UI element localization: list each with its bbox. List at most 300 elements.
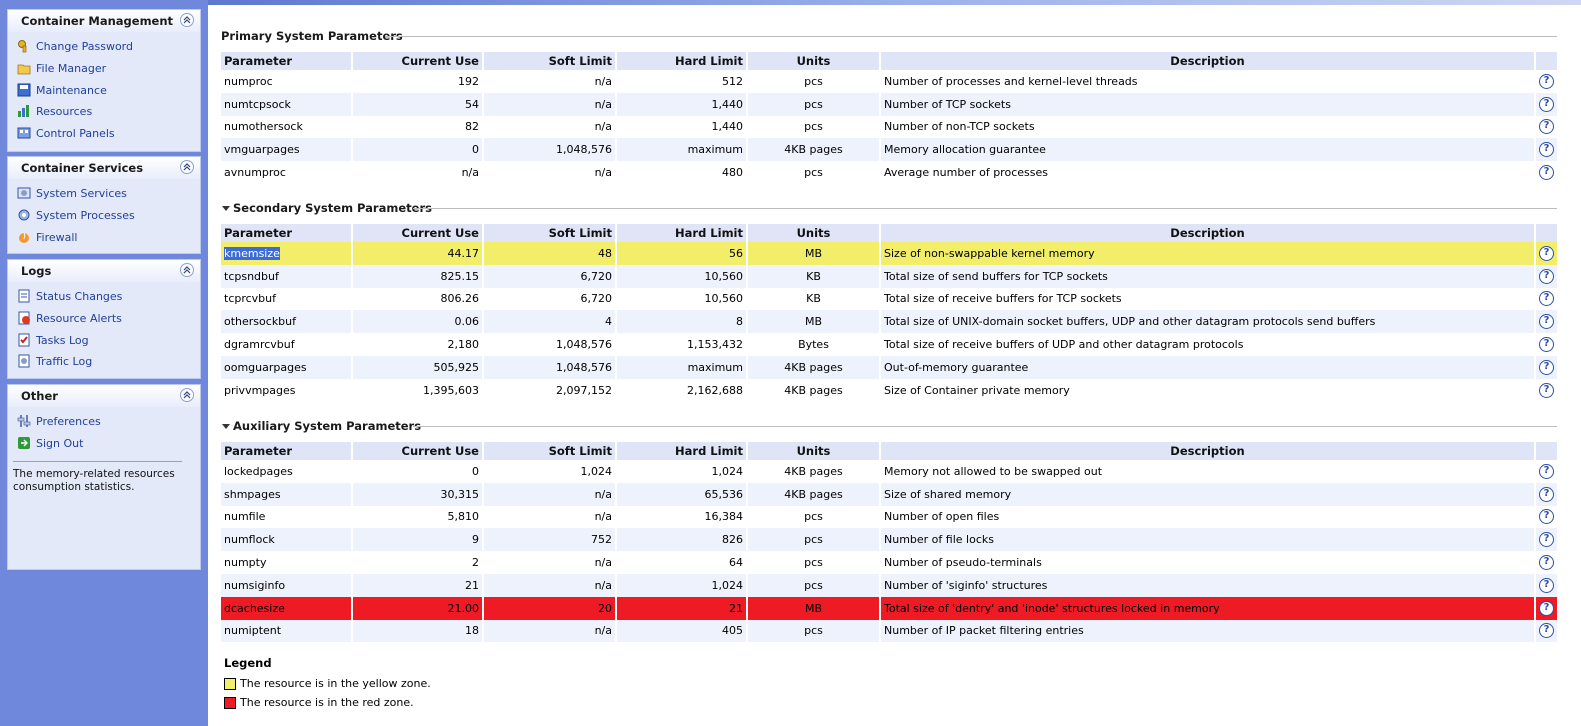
- column-header: Units: [747, 442, 880, 460]
- cell-value: 0: [472, 143, 479, 157]
- legend-item: [224, 695, 414, 714]
- parameter-name: dcachesize: [224, 601, 285, 615]
- divider: [13, 461, 182, 462]
- help-icon[interactable]: ?: [1539, 291, 1554, 306]
- help-icon[interactable]: ?: [1539, 509, 1554, 524]
- section-header: [221, 201, 1557, 217]
- cell-current: [352, 288, 483, 311]
- cell-value: 16,384: [704, 510, 743, 524]
- cell-value: 4KB pages: [784, 143, 843, 157]
- section-divider: [413, 426, 1557, 427]
- sidebar-item-resource-alerts[interactable]: [8, 308, 200, 330]
- cell-current: [352, 620, 483, 643]
- cell-current: [352, 138, 483, 161]
- column-header: Parameter: [221, 52, 352, 70]
- panel-note: The memory-related resources consumption statistics.: [13, 467, 175, 493]
- cell-value: 21: [729, 601, 743, 615]
- cell-hard: [616, 242, 747, 265]
- cell-value: 10,560: [704, 292, 743, 306]
- help-icon[interactable]: ?: [1539, 97, 1554, 112]
- parameter-name: kmemsize: [224, 246, 280, 260]
- collapse-icon[interactable]: [180, 13, 194, 27]
- help-cell: [1535, 597, 1557, 620]
- sidebar-item-resources[interactable]: [8, 101, 200, 123]
- parameter-name: numothersock: [224, 120, 303, 134]
- cell-hard: [616, 574, 747, 597]
- help-cell: [1535, 333, 1557, 356]
- help-cell: [1535, 620, 1557, 643]
- sidebar-item-change-password[interactable]: [8, 36, 200, 58]
- cell-desc: [880, 310, 1535, 333]
- cell-value: 30,315: [440, 487, 479, 501]
- cell-hard: [616, 265, 747, 288]
- sidebar-item-label[interactable]: Preferences: [36, 415, 101, 428]
- cell-value: Number of non-TCP sockets: [884, 120, 1035, 134]
- parameter-name: shmpages: [224, 487, 281, 501]
- cell-value: 56: [729, 246, 743, 260]
- help-cell: [1535, 574, 1557, 597]
- help-icon[interactable]: ?: [1539, 464, 1554, 479]
- cell-value: pcs: [804, 166, 823, 180]
- cell-desc: [880, 551, 1535, 574]
- cell-hard: [616, 116, 747, 139]
- help-cell: [1535, 93, 1557, 116]
- sidebar-panel: [7, 384, 201, 570]
- control-panel-icon: [17, 126, 31, 140]
- help-icon[interactable]: ?: [1539, 601, 1554, 616]
- table-row: [221, 161, 1557, 184]
- table-row: [221, 574, 1557, 597]
- cell-current: [352, 574, 483, 597]
- table-row: [221, 620, 1557, 643]
- cell-hard: [616, 93, 747, 116]
- cell-units: [747, 116, 880, 139]
- cell-units: [747, 597, 880, 620]
- cell-units: [747, 93, 880, 116]
- cell-units: [747, 138, 880, 161]
- cell-current: [352, 483, 483, 506]
- parameter-name: avnumproc: [224, 166, 286, 180]
- panel-item-list: [8, 282, 200, 373]
- table-row: [221, 551, 1557, 574]
- sign-out-icon: [17, 436, 31, 450]
- cell-units: [747, 242, 880, 265]
- help-cell: [1535, 116, 1557, 139]
- help-cell: [1535, 288, 1557, 311]
- cell-param: [221, 460, 352, 483]
- sidebar-item-label[interactable]: System Processes: [36, 208, 135, 222]
- cell-current: [352, 460, 483, 483]
- table-row: [221, 288, 1557, 311]
- help-icon[interactable]: ?: [1539, 623, 1554, 638]
- cell-value: Number of open files: [884, 510, 1000, 524]
- cell-param: [221, 356, 352, 379]
- cell-value: MB: [804, 315, 823, 329]
- sidebar-item-control-panels[interactable]: [8, 123, 200, 145]
- cell-value: Number of IP packet filtering entries: [884, 624, 1084, 638]
- parameters-table: [221, 442, 1557, 642]
- help-icon[interactable]: ?: [1539, 314, 1554, 329]
- cell-current: [352, 265, 483, 288]
- cell-value: Memory allocation guarantee: [884, 143, 1046, 157]
- cell-param: [221, 551, 352, 574]
- cell-param: [221, 116, 352, 139]
- help-cell: [1535, 242, 1557, 265]
- cell-value: pcs: [804, 578, 823, 592]
- table-row: [221, 528, 1557, 551]
- cell-soft: [483, 460, 616, 483]
- sidebar-item-label[interactable]: Control Panels: [36, 127, 115, 141]
- cell-value: 4KB pages: [784, 487, 843, 501]
- cell-units: [747, 379, 880, 402]
- cell-desc: [880, 333, 1535, 356]
- cell-value: 1,440: [711, 120, 743, 134]
- cell-hard: [616, 620, 747, 643]
- cell-hard: [616, 356, 747, 379]
- cell-value: 2: [472, 556, 479, 570]
- panel-title: Container Services: [21, 161, 144, 175]
- sidebar-item-label[interactable]: Change Password: [36, 40, 133, 53]
- cell-units: [747, 506, 880, 529]
- legend-label: The resource is in the yellow zone.: [240, 677, 431, 690]
- cell-hard: [616, 528, 747, 551]
- help-icon[interactable]: ?: [1539, 165, 1554, 180]
- table-row: [221, 70, 1557, 93]
- cell-value: maximum: [687, 143, 743, 157]
- cell-desc: [880, 70, 1535, 93]
- cell-soft: [483, 551, 616, 574]
- help-icon[interactable]: ?: [1539, 360, 1554, 375]
- sidebar-panel: [7, 259, 201, 379]
- cell-current: [352, 379, 483, 402]
- cell-value: 806.26: [440, 292, 479, 306]
- cell-value: Size of Container private memory: [884, 383, 1070, 397]
- cell-param: [221, 265, 352, 288]
- cell-param: [221, 333, 352, 356]
- cell-value: 1,395,603: [423, 383, 479, 397]
- panel-header: [8, 385, 200, 407]
- table-row: [221, 460, 1557, 483]
- cell-value: 21.00: [447, 601, 479, 615]
- help-icon[interactable]: ?: [1539, 337, 1554, 352]
- sidebar-item-label[interactable]: Traffic Log: [36, 355, 93, 369]
- help-icon[interactable]: ?: [1539, 74, 1554, 89]
- parameter-name: numflock: [224, 533, 275, 547]
- cell-value: Out-of-memory guarantee: [884, 360, 1029, 374]
- cell-value: Number of 'siginfo' structures: [884, 578, 1048, 592]
- sidebar-item-firewall[interactable]: [8, 227, 200, 249]
- cell-hard: [616, 379, 747, 402]
- help-cell: [1535, 506, 1557, 529]
- cell-value: pcs: [804, 624, 823, 638]
- cell-value: 825.15: [440, 269, 479, 283]
- cell-units: [747, 620, 880, 643]
- column-header: Soft Limit: [483, 52, 616, 70]
- cell-value: 6,720: [580, 269, 612, 283]
- column-header: Units: [747, 224, 880, 242]
- cell-value: 0: [472, 464, 479, 478]
- column-header: Parameter: [221, 442, 352, 460]
- table-row: [221, 116, 1557, 139]
- column-header: Description: [880, 442, 1535, 460]
- cell-value: 1,024: [711, 464, 743, 478]
- cell-value: Number of processes and kernel-level threads: [884, 74, 1138, 88]
- sidebar-item-label[interactable]: File Manager: [36, 61, 107, 75]
- panel-header: [8, 10, 200, 32]
- firewall-icon: [17, 230, 31, 244]
- help-cell: [1535, 161, 1557, 184]
- parameter-name: numtcpsock: [224, 97, 291, 111]
- help-column-header: [1535, 224, 1557, 242]
- sidebar-item-traffic-log[interactable]: [8, 351, 200, 373]
- top-border: [208, 0, 1581, 5]
- cell-value: 4KB pages: [784, 360, 843, 374]
- collapse-icon[interactable]: [180, 160, 194, 174]
- cell-value: MB: [804, 246, 823, 260]
- cell-soft: [483, 620, 616, 643]
- column-header: Soft Limit: [483, 442, 616, 460]
- parameter-name: dgramrcvbuf: [224, 338, 295, 352]
- cell-hard: [616, 310, 747, 333]
- cell-units: [747, 528, 880, 551]
- cell-hard: [616, 597, 747, 620]
- cell-units: [747, 70, 880, 93]
- cell-value: 505,925: [433, 360, 479, 374]
- red-zone-swatch: [224, 697, 236, 709]
- cell-value: Size of shared memory: [884, 487, 1012, 501]
- alert-icon: [17, 311, 31, 325]
- sidebar-item-maintenance[interactable]: [8, 80, 200, 102]
- processes-icon: [17, 208, 31, 222]
- cell-soft: [483, 265, 616, 288]
- panel-header: [8, 260, 200, 282]
- collapse-arrow-icon[interactable]: [222, 206, 230, 211]
- cell-value: Total size of UNIX-domain socket buffers, UDP and other datagram protocols send buffers: [884, 315, 1376, 329]
- sidebar-item-system-processes[interactable]: [8, 205, 200, 227]
- cell-desc: [880, 506, 1535, 529]
- cell-param: [221, 506, 352, 529]
- help-cell: [1535, 483, 1557, 506]
- cell-value: Memory not allowed to be swapped out: [884, 464, 1103, 478]
- cell-value: n/a: [594, 578, 612, 592]
- cell-param: [221, 288, 352, 311]
- bar-chart-icon: [17, 104, 31, 118]
- cell-current: [352, 161, 483, 184]
- cell-value: 64: [729, 556, 743, 570]
- cell-param: [221, 379, 352, 402]
- cell-value: 65,536: [704, 487, 743, 501]
- cell-desc: [880, 138, 1535, 161]
- help-icon[interactable]: ?: [1539, 142, 1554, 157]
- section-header: [221, 419, 1557, 435]
- column-header: Parameter: [221, 224, 352, 242]
- section-divider: [385, 36, 1557, 37]
- parameter-name: tcprcvbuf: [224, 292, 277, 306]
- sidebar-item-label[interactable]: Tasks Log: [36, 333, 89, 347]
- help-icon[interactable]: ?: [1539, 555, 1554, 570]
- sidebar-panel: [7, 9, 201, 152]
- cell-value: 82: [465, 120, 479, 134]
- services-icon: [17, 186, 31, 200]
- sidebar-item-label[interactable]: Resources: [36, 105, 93, 119]
- cell-value: KB: [806, 292, 821, 306]
- cell-value: 2,097,152: [556, 383, 612, 397]
- cell-value: 54: [465, 97, 479, 111]
- cell-value: pcs: [804, 533, 823, 547]
- cell-value: 44.17: [447, 246, 479, 260]
- cell-value: n/a: [594, 166, 612, 180]
- parameters-table: [221, 224, 1557, 402]
- help-icon[interactable]: ?: [1539, 487, 1554, 502]
- cell-value: maximum: [687, 360, 743, 374]
- cell-value: 4KB pages: [784, 383, 843, 397]
- cell-value: 21: [465, 578, 479, 592]
- cell-hard: [616, 333, 747, 356]
- sidebar-item-label[interactable]: Resource Alerts: [36, 311, 122, 325]
- cell-value: 480: [722, 166, 743, 180]
- cell-param: [221, 620, 352, 643]
- cell-soft: [483, 528, 616, 551]
- cell-value: Number of pseudo-terminals: [884, 556, 1042, 570]
- parameter-name: lockedpages: [224, 464, 293, 478]
- help-icon[interactable]: ?: [1539, 383, 1554, 398]
- table-row: [221, 356, 1557, 379]
- cell-value: Number of file locks: [884, 533, 994, 547]
- cell-units: [747, 483, 880, 506]
- cell-value: Average number of processes: [884, 166, 1048, 180]
- help-icon[interactable]: ?: [1539, 269, 1554, 284]
- cell-units: [747, 460, 880, 483]
- sidebar-item-status-changes[interactable]: [8, 286, 200, 308]
- cell-desc: [880, 460, 1535, 483]
- table-row: [221, 138, 1557, 161]
- status-log-icon: [17, 289, 31, 303]
- cell-value: 6,720: [580, 292, 612, 306]
- cell-current: [352, 506, 483, 529]
- sidebar-item-preferences[interactable]: [8, 411, 200, 433]
- cell-value: 1,048,576: [556, 143, 612, 157]
- tasks-icon: [17, 333, 31, 347]
- cell-desc: [880, 597, 1535, 620]
- cell-current: [352, 116, 483, 139]
- sidebar-item-file-manager[interactable]: [8, 58, 200, 80]
- cell-desc: [880, 93, 1535, 116]
- cell-value: Total size of 'dentry' and 'inode' structures locked in memory: [884, 601, 1220, 615]
- key-icon: [17, 39, 31, 53]
- column-header: Units: [747, 52, 880, 70]
- cell-value: Total size of receive buffers for TCP sockets: [884, 292, 1122, 306]
- cell-value: MB: [804, 601, 823, 615]
- parameter-name: numfile: [224, 510, 266, 524]
- cell-soft: [483, 483, 616, 506]
- cell-soft: [483, 574, 616, 597]
- table-row: [221, 242, 1557, 265]
- cell-current: [352, 93, 483, 116]
- sidebar-item-label[interactable]: System Services: [36, 187, 127, 200]
- parameter-name: tcpsndbuf: [224, 269, 279, 283]
- column-header: Description: [880, 52, 1535, 70]
- cell-desc: [880, 379, 1535, 402]
- table-row: [221, 506, 1557, 529]
- sidebar-item-label[interactable]: Firewall: [36, 230, 78, 244]
- cell-value: n/a: [594, 74, 612, 88]
- traffic-icon: [17, 354, 31, 368]
- cell-hard: [616, 288, 747, 311]
- collapse-arrow-icon[interactable]: [222, 424, 230, 429]
- cell-soft: [483, 70, 616, 93]
- cell-value: 192: [458, 74, 479, 88]
- cell-value: 2,162,688: [687, 383, 743, 397]
- sidebar-item-label[interactable]: Status Changes: [36, 290, 123, 303]
- cell-value: 20: [598, 601, 612, 615]
- cell-current: [352, 242, 483, 265]
- cell-soft: [483, 379, 616, 402]
- parameter-name: numiptent: [224, 624, 282, 638]
- table-row: [221, 379, 1557, 402]
- help-icon[interactable]: ?: [1539, 246, 1554, 261]
- help-column-header: [1535, 52, 1557, 70]
- cell-desc: [880, 265, 1535, 288]
- cell-hard: [616, 460, 747, 483]
- help-cell: [1535, 379, 1557, 402]
- parameter-name: privvmpages: [224, 383, 296, 397]
- table-header-row: [221, 52, 1557, 70]
- collapse-icon[interactable]: [180, 388, 194, 402]
- sidebar-item-sign-out[interactable]: [8, 433, 200, 455]
- cell-units: [747, 161, 880, 184]
- cell-current: [352, 310, 483, 333]
- cell-value: n/a: [461, 166, 479, 180]
- cell-units: [747, 551, 880, 574]
- cell-value: pcs: [804, 74, 823, 88]
- folder-icon: [17, 61, 31, 75]
- collapse-icon[interactable]: [180, 263, 194, 277]
- column-header: Current Use: [352, 52, 483, 70]
- panel-item-list: [8, 179, 200, 248]
- cell-soft: [483, 138, 616, 161]
- help-cell: [1535, 70, 1557, 93]
- cell-current: [352, 597, 483, 620]
- cell-param: [221, 70, 352, 93]
- cell-value: pcs: [804, 556, 823, 570]
- cell-desc: [880, 356, 1535, 379]
- cell-param: [221, 138, 352, 161]
- cell-param: [221, 574, 352, 597]
- cell-hard: [616, 483, 747, 506]
- sidebar-item-system-services[interactable]: [8, 183, 200, 205]
- help-icon[interactable]: ?: [1539, 578, 1554, 593]
- cell-soft: [483, 288, 616, 311]
- cell-param: [221, 528, 352, 551]
- cell-units: [747, 265, 880, 288]
- cell-value: n/a: [594, 120, 612, 134]
- cell-value: Size of non-swappable kernel memory: [884, 246, 1095, 260]
- sidebar-item-label[interactable]: Sign Out: [36, 436, 84, 450]
- cell-hard: [616, 506, 747, 529]
- sidebar-item-label[interactable]: Maintenance: [36, 83, 107, 97]
- table-row: [221, 310, 1557, 333]
- sidebar-item-tasks-log[interactable]: [8, 330, 200, 352]
- panel-title: Container Management: [21, 14, 174, 28]
- cell-value: n/a: [594, 510, 612, 524]
- cell-units: [747, 356, 880, 379]
- cell-value: 1,048,576: [556, 360, 612, 374]
- cell-current: [352, 333, 483, 356]
- sidebar: [0, 0, 208, 726]
- help-icon[interactable]: ?: [1539, 119, 1554, 134]
- help-icon[interactable]: ?: [1539, 532, 1554, 547]
- section-divider: [413, 208, 1557, 209]
